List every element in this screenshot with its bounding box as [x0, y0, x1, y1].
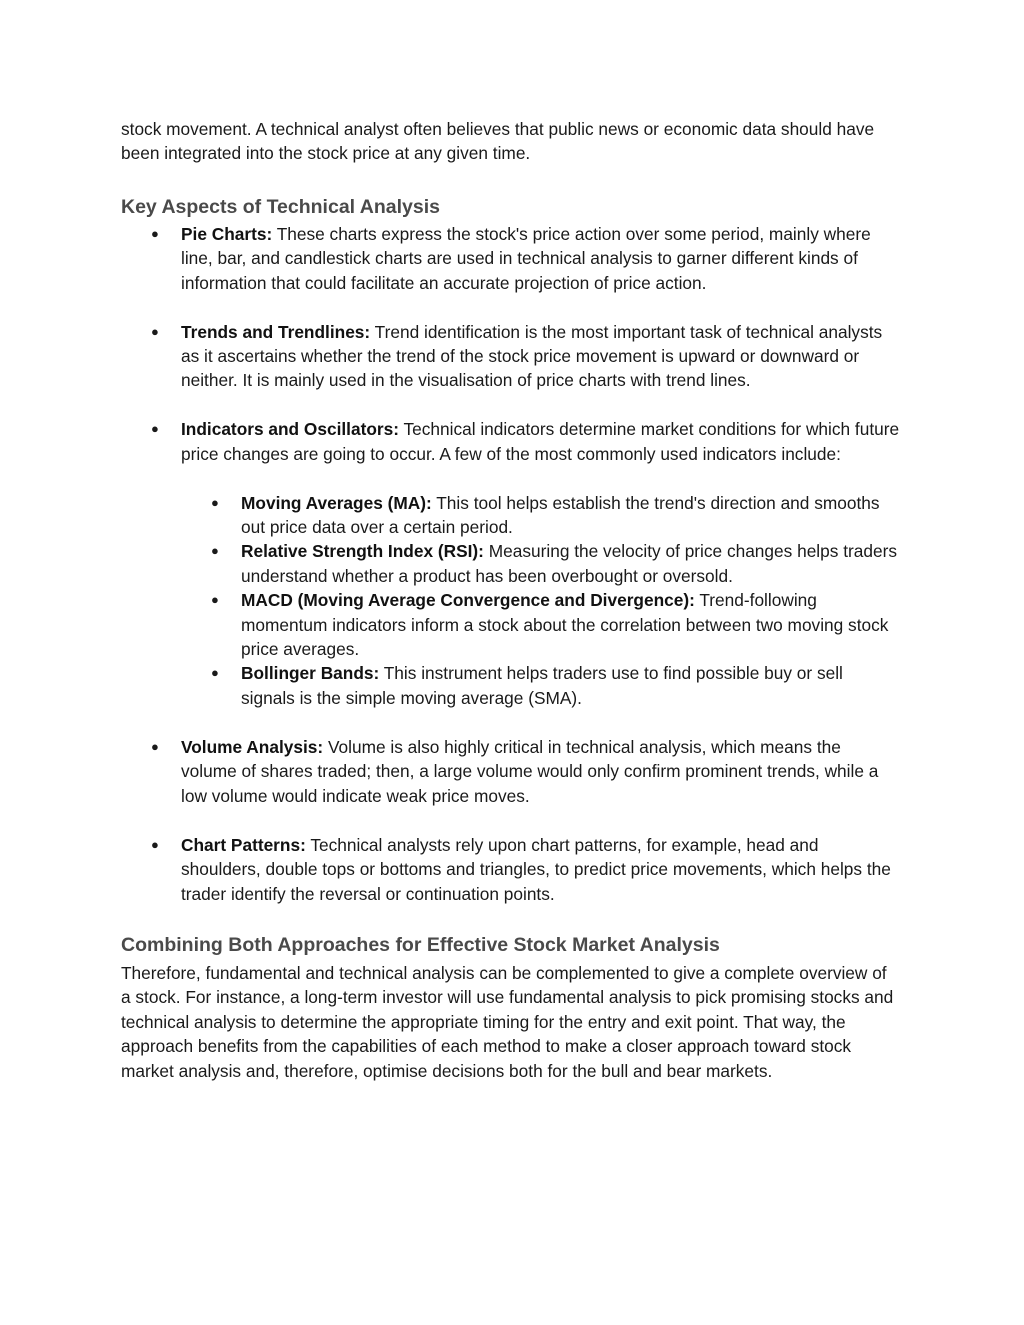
bullet-icon: ● — [151, 323, 159, 339]
subitem-text: This instrument helps traders use to find possible buy or sell signals is the simple moving average (SMA). — [241, 663, 843, 708]
document-page — [121, 117, 901, 1083]
subitem-text: Trend-following momentum indicators inform a stock about the correlation between two moving stock price averages. — [241, 590, 889, 660]
list-item — [121, 222, 901, 295]
subitem-text: This tool helps establish the trend's direction and smooths out price data over a certain period. — [241, 492, 880, 538]
indicators-sublist — [181, 491, 901, 711]
subitem-title: MACD (Moving Average Convergence and Divergence): — [241, 590, 695, 611]
list-item — [121, 320, 901, 393]
subitem-title: Relative Strength Index (RSI): — [241, 541, 484, 562]
item-text: Volume is also highly critical in technical analysis, which means the volume of shares traded; then, a large volume would only confirm prominent trends, while a low volume would indicate weak price moves. — [181, 736, 879, 806]
item-text: Technical indicators determine market conditions for which future price changes are going to occur. A few of the most commonly used indicators include: — [181, 419, 900, 464]
item-text: These charts express the stock's price action over some period, mainly where line, bar, and candlestick charts are used in technical analysis to garner different kinds of information that could facilitate an accurate projection of price action. — [181, 223, 871, 293]
bullet-icon: ● — [151, 225, 159, 241]
item-title: Indicators and Oscillators: — [181, 419, 399, 440]
subitem-title: Bollinger Bands: — [241, 663, 380, 684]
key-aspects-list — [121, 222, 901, 906]
subitem-title: Moving Averages (MA): — [241, 492, 432, 513]
item-title: Trends and Trendlines: — [181, 321, 371, 342]
sublist-item — [181, 491, 901, 540]
bullet-icon: ● — [211, 494, 219, 510]
bullet-icon: ● — [151, 836, 159, 852]
bullet-icon: ● — [211, 665, 219, 681]
item-title: Pie Charts: — [181, 223, 273, 244]
item-title: Chart Patterns: — [181, 834, 306, 855]
subitem-text: Measuring the velocity of price changes helps traders understand whether a product has been overbought or oversold. — [241, 541, 897, 586]
section-heading-combining: Combining Both Approaches for Effective Stock Market Analysis — [121, 933, 720, 956]
list-item — [121, 417, 901, 710]
item-title: Volume Analysis: — [181, 736, 324, 757]
combining-paragraph: Therefore, fundamental and technical analysis can be complemented to give a complete overview of a stock. For instance, a long-term investor will use fundamental analysis to pick promising stocks and technical analysis to determine the appropriate timing for the entry and exit point. That way, the approach benefits from the capabilities of each method to make a closer approach toward stock market analysis and, therefore, optimise decisions both for the bull and bear markets. — [121, 962, 894, 1081]
item-text: Trend identification is the most important task of technical analysts as it ascertains whether the trend of the stock price movement is upward or downward or neither. It is mainly used in the visualisation of price charts with trend lines. — [181, 321, 883, 391]
sublist-item — [181, 539, 901, 588]
sublist-item — [181, 588, 901, 661]
sublist-item — [181, 661, 901, 710]
section-heading-key-aspects: Key Aspects of Technical Analysis — [121, 195, 440, 218]
list-item — [121, 833, 901, 906]
bullet-icon: ● — [211, 543, 219, 559]
bullet-icon: ● — [151, 421, 159, 437]
bullet-icon: ● — [211, 592, 219, 608]
list-item — [121, 735, 901, 808]
item-text: Technical analysts rely upon chart patterns, for example, head and shoulders, double tops or bottoms and triangles, to predict price movements, which helps the trader identify the reversal or continuation points. — [181, 834, 891, 904]
intro-paragraph: stock movement. A technical analyst often believes that public news or economic data should have been integrated into the stock price at any given time. — [121, 119, 875, 164]
bullet-icon: ● — [151, 738, 159, 754]
